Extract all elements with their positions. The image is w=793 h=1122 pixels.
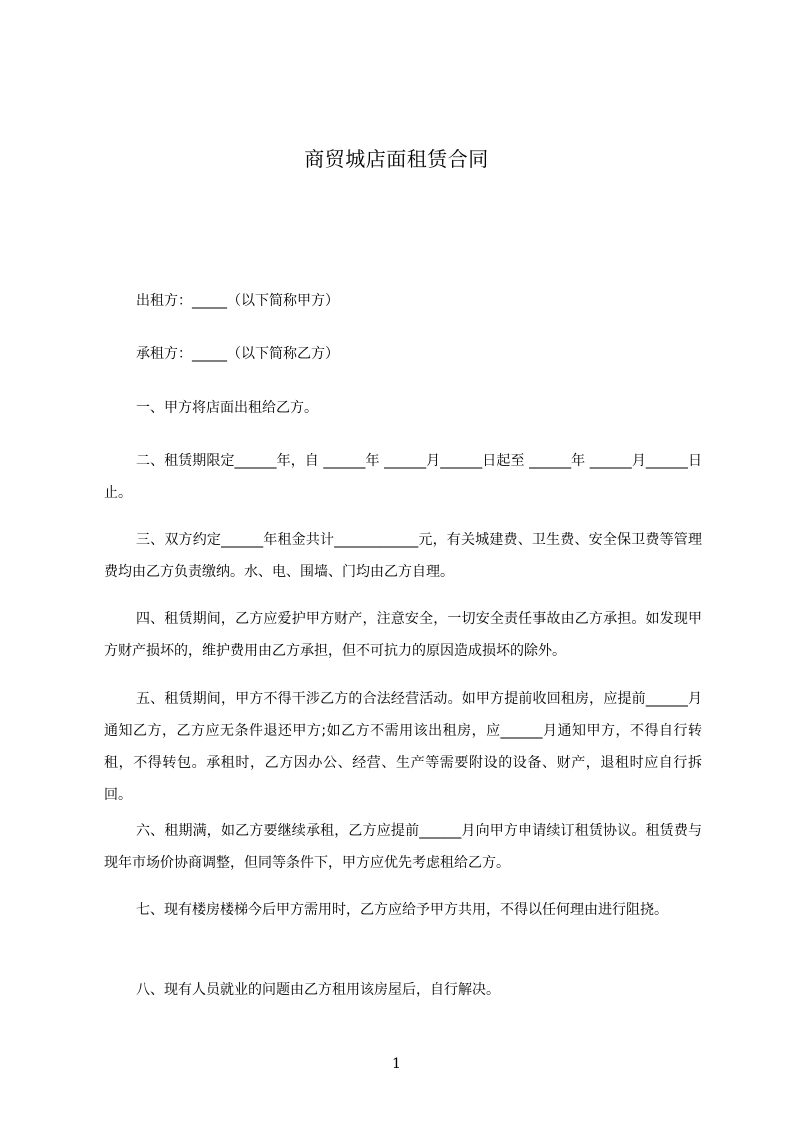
clause-1: 一、甲方将店面出租给乙方。 (136, 400, 318, 416)
page-number: 1 (392, 1056, 401, 1072)
clause-6: 六、租期满，如乙方要继续承租，乙方应提前______月向甲方申请续订租赁协议。租赁费与现年市场价协商调整，但同等条件下，甲方应优先考虑租给乙方。 (104, 823, 702, 871)
paragraph-lessee: 承租方：_____（以下简称乙方） (136, 346, 339, 362)
document-title: 商贸城店面租赁合同 (304, 147, 489, 171)
clause-8: 八、现有人员就业的问题由乙方租用该房屋后，自行解决。 (136, 982, 500, 998)
clause-4: 四、租赁期间，乙方应爱护甲方财产，注意安全，一切安全责任事故由乙方承担。如发现甲方财产损坏的，维护费用由乙方承担，但不可抗力的原因造成损坏的除外。 (104, 611, 702, 659)
clause-2: 二、租赁期限定______年，自 ______年 ______月______日起至 ______年 ______月______日止。 (104, 453, 702, 501)
clause-3: 三、双方约定______年租金共计____________元，有关城建费、卫生费、安全保卫费等管理费均由乙方负责缴纳。水、电、围墙、门均由乙方自理。 (104, 532, 702, 580)
clause-5: 五、租赁期间，甲方不得干涉乙方的合法经营活动。如甲方提前收回租房，应提前______月通知乙方，乙方应无条件退还甲方;如乙方不需用该出租房，应______月通知甲方，不得自行转租，不得转包。承租时，乙方因办公、经营、生产等需要附设的设备、财产，退租时应自行拆回。 (104, 691, 702, 803)
clause-7: 七、现有楼房楼梯今后甲方需用时，乙方应给予甲方共用，不得以任何理由进行阻挠。 (136, 902, 668, 918)
paragraph-lessor: 出租方：_____（以下简称甲方） (136, 293, 339, 309)
